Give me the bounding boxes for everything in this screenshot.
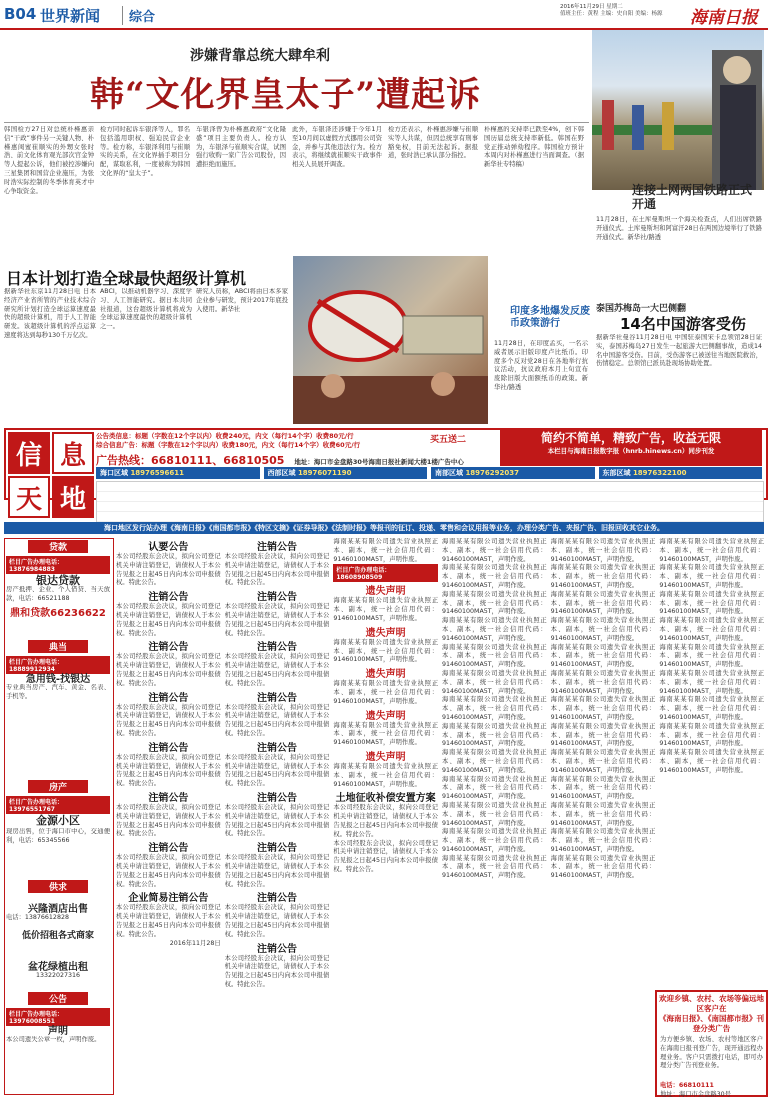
notice-yishi-title: 遗失声明 — [365, 710, 406, 722]
notice-text: 海南某某有限公司遗失营业执照正本、副本，统一社会信用代码：91460100MA5T，声明作废。 — [550, 775, 656, 801]
ad-jiyong-title: 急用钱-找银达 — [25, 674, 91, 685]
newspaper-logo: 海南日报 — [690, 8, 758, 28]
area-haikou: 海口区域 18976596611 — [96, 467, 260, 479]
notice-text: 海南某某有限公司遗失营业执照正本、副本，统一社会信用代码：91460100MA5T，声明作废。 — [333, 638, 438, 664]
notice-text: 本公司经股东会决议，拟向公司登记机关申请注销登记，请债权人于本公告见报之日起45日内向本公司申报债权。特此公告。 — [224, 653, 330, 687]
lead-col-6: 朴槿惠的支持率已跌至4%，创下韩国历届总统支持率新低。韩国在野党正推动弹劾程序。韩国检方预计本周内对朴槿惠进行当面调查。（据新华社专特稿） — [484, 126, 584, 169]
lead-col-2: 检方同时起诉车银泽等人，罪名包括滥用职权、强迫民营企业等。检方称，车银泽利用与崔顺实的关系，在文化界插手项目分配，谋取私利，一度被称为韩国文化界的“皇太子”。 — [100, 126, 190, 177]
notice-text: 本公司经股东会决议，拟向公司登记机关申请注销登记，请债权人于本公告见报之日起45日内向本公司申报债权。特此公告。 — [116, 703, 221, 737]
notice-text: 海南某某有限公司遗失营业执照正本、副本，统一社会信用代码：91460100MA5T，声明作废。 — [441, 538, 547, 563]
logo-char-4: 地 — [52, 476, 94, 518]
notice-text: 本公司经股东会决议，拟向公司登记机关申请注销登记，请债权人于本公告见报之日起45日内向本公司申报债权。特此公告。 — [224, 954, 330, 988]
bottom-promo-body: 为方便乡镇、农场、农村等地区客户在海南日报刊登广告，现开通远程办理业务。客户只需拨打电话，即可办理分类广告刊登业务。 — [660, 1036, 763, 1070]
notice-text: 本公司经股东会决议，拟向公司登记机关申请注销登记，请债权人于本公告见报之日起45日内向本公司申报债权。特此公告。 — [116, 653, 221, 687]
india-protest-art — [293, 256, 488, 424]
notice-text: 海南某某有限公司遗失营业执照正本、副本，统一社会信用代码：91460100MA5T，声明作废。 — [659, 749, 764, 774]
station-list — [96, 481, 764, 523]
ad-jinyuan-text: 现房出售，位于海口市中心，交通便利，电话：65345566 — [6, 828, 110, 844]
notice-text: 海南某某有限公司遗失营业执照正本、副本，统一社会信用代码：91460100MA5T，声明作废。 — [333, 680, 438, 705]
ad-zhaozu-title: 低价招租各式商家 — [21, 931, 94, 941]
classified-logo — [8, 432, 94, 518]
ad-address: 地址：海口市金盘路30号海南日报社新闻大楼1楼广告中心 — [294, 458, 464, 466]
notice-text: 海南某某有限公司遗失营业执照正本、副本，统一社会信用代码：91460100MA5T，声明作废。 — [550, 828, 656, 853]
notice-text: 本公司经股东会决议，拟向公司登记机关申请注销登记，请债权人于本公告见报之日起45日内向本公司申报债权。特此公告。 — [224, 854, 330, 888]
notice-title: 企业简易注销公告 — [128, 893, 209, 905]
notice-title: 注销公告 — [148, 592, 189, 604]
lead-headline: 韩“文化界皇太子”遭起诉 — [90, 75, 482, 115]
notice-title: 注销公告 — [148, 742, 189, 754]
notice-text: 海南某某有限公司遗失营业执照正本、副本，统一社会信用代码：91460100MA5T，声明作废。 — [333, 538, 438, 563]
notice-text: 本公司经股东会决议，拟向公司登记机关申请注销登记，请债权人于本公告见报之日起45日内向本公司申报债权。特此公告。 — [116, 753, 221, 788]
notice-title: 注销公告 — [256, 792, 297, 804]
notice-title: 注销公告 — [148, 843, 189, 855]
notice-text: 海南某某有限公司遗失营业执照正本、副本，统一社会信用代码：91460100MA5T，声明作废。 — [659, 643, 764, 669]
bottom-promo-title2: 《海南日报》、《南国都市报》刊登分类广告 — [659, 1014, 764, 1033]
notice-text: 海南某某有限公司遗失营业执照正本、副本，统一社会信用代码：91460100MA5T，声明作废。 — [441, 669, 547, 695]
section-title: 世界新闻 — [40, 7, 101, 25]
notice-text: 海南某某有限公司遗失营业执照正本、副本，统一社会信用代码：91460100MA5T，声明作废。 — [659, 669, 764, 695]
ad-yinda-text: 房产抵押、企业、个人借贷、当天放款，电话：66521188 — [6, 586, 110, 602]
promo-banner — [500, 430, 762, 466]
notice-column-3 — [333, 538, 438, 1093]
notice-text: 本公司经股东会决议，拟向公司登记机关申请注销登记，请债权人于本公告见报之日起45日内向本公司申报债权。特此公告。 — [224, 904, 330, 938]
notice-text: 海南某某有限公司遗失营业执照正本、副本，统一社会信用代码：91460100MA5T，声明作废。 — [659, 590, 764, 616]
ad-hotel-tel: 电话：13876612828 — [6, 914, 69, 921]
hotline-label: 广告热线： — [96, 454, 151, 467]
notice-text: 海南某某有限公司遗失营业执照正本、副本，统一社会信用代码：91460100MA5T，声明作废。 — [441, 643, 547, 669]
notice-title: 注销公告 — [256, 943, 297, 955]
notice-text: 海南某某有限公司遗失营业执照正本、副本，统一社会信用代码：91460100MA5T，声明作废。 — [333, 762, 438, 788]
notice-text: 本公司经股东会决议，拟向公司登记机关申请注销登记，请债权人于本公告见报之日起45日内向本公司申报债权。特此公告。 — [333, 804, 438, 838]
notice-text: 海南某某有限公司遗失营业执照正本、副本，统一社会信用代码：91460100MA5T，声明作废。 — [550, 854, 656, 880]
bottom-promo-box — [655, 990, 768, 1097]
notice-yishi-title: 遗失声明 — [365, 586, 406, 598]
area-west: 西部区域 18976071190 — [264, 467, 428, 479]
ad-dinghe: 鼎和贷款66236622 — [10, 608, 106, 619]
bottom-promo-addr: 地址：海口市金盘路30号 — [660, 1090, 731, 1098]
notice-title: 注销公告 — [256, 893, 297, 905]
distribution-bar: 海口地区发行站办理《海南日报》《南国都市报》《特区文摘》《证券导报》《法制时报》等报刊的征订、投递、零售和会议用报等业务，办理分类广告、夹报广告、旧报回收其它业务。 — [4, 522, 764, 534]
notice-date: 2016年11月28日 — [169, 939, 221, 947]
notice-text: 海南某某有限公司遗失营业执照正本、副本，统一社会信用代码：91460100MA5T，声明作废。 — [441, 828, 547, 853]
notice-text: 海南某某有限公司遗失营业执照正本、副本，统一社会信用代码：91460100MA5T，声明作废。 — [441, 854, 547, 880]
notice-column-4 — [442, 538, 547, 1093]
lead-col-5: 检方还表示，朴槿惠涉嫌与崔顺实等人共谋，但因总统享有刑事豁免权，目前无法起诉。据报道，张时浩已承认部分指控。 — [388, 126, 478, 160]
notice-renqi-title: 认要公告 — [148, 542, 189, 553]
notice-yishi-title: 遗失声明 — [365, 751, 406, 763]
india-caption-title: 印度多地爆发反废币政策游行 — [510, 306, 590, 329]
notice-text: 本公司经股东会决议，拟向公司登记机关申请注销登记，请债权人于本公告见报之日起45日内向本公司申报债权。特此公告。 — [224, 703, 330, 737]
editors-line: 值班主任：黄程 主编：史自阳 美编：杨源 — [560, 11, 663, 17]
notice-title: 注销公告 — [256, 843, 297, 855]
price-line-2: 综合信息广告：标题（字数在12个字以内）收费180元，内文（每行14个字）收费60元/行 — [96, 441, 361, 449]
notice-text: 海南某某有限公司遗失营业执照正本、副本，统一社会信用代码：91460100MA5T，声明作废。 — [550, 669, 656, 695]
notice-text: 本公司经股东会决议，拟向公司登记机关申请注销登记，请债权人于本公告见报之日起45日内向本公司申报债权。特此公告。 — [224, 553, 330, 587]
notice-text: 海南某某有限公司遗失营业执照正本、副本，统一社会信用代码：91460100MA5T，声明作废。 — [659, 538, 764, 563]
promo-site: 本栏目与海南日报数字报（hnrb.hinews.cn）同步刊发 — [547, 447, 715, 455]
notice-text: 海南某某有限公司遗失营业执照正本、副本，统一社会信用代码：91460100MA5T，声明作废。 — [550, 564, 656, 589]
notice-text: 海南某某有限公司遗失营业执照正本、副本，统一社会信用代码：91460100MA5T，声明作废。 — [550, 590, 656, 616]
ad-cat-notice: 公告 — [28, 992, 88, 1005]
logo-char-3: 天 — [8, 476, 50, 518]
notice-text: 海南某某有限公司遗失营业执照正本、副本，统一社会信用代码：91460100MA5T，声明作废。 — [550, 643, 656, 669]
lead-col-3: 车银泽曾为朴槿惠政府“文化隆盛”项目主要负责人。检方认为，车银泽与崔顺实合谋，试图强行收购一家广告公司股份，因遭拒绝而施压。 — [196, 126, 286, 169]
notice-text: 海南某某有限公司遗失营业执照正本、副本，统一社会信用代码：91460100MA5T，声明作废。 — [441, 801, 547, 827]
ad-shengming-text: 本公司遗失公章一枚，声明作废。 — [6, 1036, 101, 1043]
notice-yishi-title: 遗失声明 — [365, 669, 406, 681]
loan-hotline: 栏目广告办理电话：13876984883 — [6, 556, 110, 574]
notice-text: 本公司经股东会决议，拟向公司登记机关申请注销登记，请债权人于本公告见报之日起45日内向本公司申报债权。特此公告。 — [224, 603, 330, 637]
notice-text: 海南某某有限公司遗失营业执照正本、副本，统一社会信用代码：91460100MA5T，声明作废。 — [550, 538, 656, 563]
notice-column-2 — [225, 538, 330, 1093]
notice-title: 注销公告 — [256, 692, 297, 704]
railway-photo-art — [592, 30, 764, 190]
notice-title: 注销公告 — [256, 592, 297, 604]
notice-column-5 — [551, 538, 656, 1093]
notice-text: 海南某某有限公司遗失营业执照正本、副本，统一社会信用代码：91460100MA5T，声明作废。 — [550, 696, 656, 721]
notice-text: 海南某某有限公司遗失营业执照正本、副本，统一社会信用代码：91460100MA5T，声明作废。 — [441, 722, 547, 748]
notice-text: 海南某某有限公司遗失营业执照正本、副本，统一社会信用代码：91460100MA5T，声明作废。 — [659, 696, 764, 721]
india-protest-photo — [293, 256, 488, 424]
logo-char-2: 息 — [52, 432, 94, 474]
notice-column-1 — [116, 538, 221, 1093]
notice-text: 海南某某有限公司遗失营业执照正本、副本，统一社会信用代码：91460100MA5T，声明作废。 — [441, 749, 547, 774]
ad-penhua-title: 盆花绿植出租 — [28, 962, 88, 973]
notice-text: 海南某某有限公司遗失营业执照正本、副本，统一社会信用代码：91460100MA5T，声明作废。 — [441, 775, 547, 801]
notice-text: 海南某某有限公司遗失营业执照正本、副本，统一社会信用代码：91460100MA5T，声明作废。 — [659, 722, 764, 748]
lead-col-1: 韩国检方27日对总统朴槿惠亲信“干政”事件另一关键人物、朴槿惠闺蜜崔顺实的外甥女张时浩、前文化体育观光部次官金钟等人提起公诉，他们被控涉嫌向三星集团和国营企业施压，为张时浩实际控制的冬季体育英才中心争取资金。 — [4, 126, 94, 195]
notice-text: 海南某某有限公司遗失营业执照正本、副本，统一社会信用代码：91460100MA5T，声明作废。 — [441, 564, 547, 589]
notice-title: 注销公告 — [256, 542, 297, 553]
promo-small: 买五送二 — [430, 435, 467, 445]
ad-hotel-title: 兴隆酒店出售 — [28, 904, 88, 915]
notice-text: 海南某某有限公司遗失营业执照正本、副本，统一社会信用代码：91460100MA5T，声明作废。 — [441, 617, 547, 642]
notice-yishi-title: 遗失声明 — [365, 627, 406, 639]
ad-cat-house: 房产 — [28, 780, 88, 793]
notice-hotline: 栏目广告办理电话：13976008551 — [6, 1008, 110, 1026]
notice-text: 本公司经股东会决议，拟向公司登记机关申请注销登记，请债权人于本公告见报之日起45日内向本公司申报债权。特此公告。 — [224, 803, 330, 838]
thai-body: 据新华社曼谷11月28日电 中国驻泰国宋卡总领馆28日证实，泰国苏梅岛27日发生一起旅游大巴侧翻事故，造成14名中国游客受伤。目前，受伤游客已被送往当地医院救治，伤情稳定。总领馆已派员赴现场协助处置。 — [596, 334, 762, 368]
pawn-hotline: 栏目广告办理电话：18889912934 — [6, 656, 110, 674]
ad-jiyong-text: 专业典当房产、汽车、黄金、名表、手机等。 — [6, 684, 110, 700]
price-line-1: 公告类信息：标题（字数在12个字以内）收费240元，内文（每行14个字）收费80元/行 — [96, 432, 354, 440]
yishi-hotline: 栏目广告办理电话：18608908509 — [333, 564, 438, 582]
header-info — [560, 4, 663, 18]
notice-text: 本公司经股东会决议，拟向公司登记机关申请注销登记，请债权人于本公告见报之日起45日内向本公司申报债权。特此公告。 — [116, 854, 221, 888]
bottom-promo-title: 欢迎乡镇、农村、农场等偏远地区客户在 — [659, 994, 764, 1013]
notice-text: 本公司经股东会决议，拟向公司登记机关申请注销登记，请债权人于本公告见报之日起45日内向本公司申报债权。特此公告。 — [116, 603, 221, 637]
notice-text: 海南某某有限公司遗失营业执照正本、副本，统一社会信用代码：91460100MA5T，声明作废。 — [550, 617, 656, 642]
divider — [4, 122, 589, 123]
notice-text: 海南某某有限公司遗失营业执照正本、副本，统一社会信用代码：91460100MA5T，声明作废。 — [441, 696, 547, 721]
date-line: 2016年11月29日 星期二 — [560, 4, 623, 10]
page-number: B04 — [4, 5, 37, 23]
notice-title: 注销公告 — [256, 642, 297, 654]
lead-kicker: 涉嫌背靠总统大肆牟利 — [190, 48, 330, 64]
sub-section-title: 综合 — [122, 6, 155, 25]
japan-col-3: 研究人员称，ABCI将由日本多家企业参与研发，预计2017年底投入使用。新华社 — [196, 288, 288, 313]
railway-photo — [592, 30, 764, 190]
notice-text: 海南某某有限公司遗失营业执照正本、副本，统一社会信用代码：91460100MA5T，声明作废。 — [659, 564, 764, 589]
thai-headline: 14名中国游客受伤 — [620, 315, 746, 333]
notice-text: 海南某某有限公司遗失营业执照正本、副本，统一社会信用代码：91460100MA5T，声明作废。 — [550, 801, 656, 827]
ad-yinda-title: 银达贷款 — [36, 574, 80, 587]
promo-big: 简约不简单，精致广告，收益无限 — [540, 431, 721, 445]
notice-text: 海南某某有限公司遗失营业执照正本、副本，统一社会信用代码：91460100MA5T，声明作废。 — [550, 722, 656, 748]
area-south: 南部区域 18976292037 — [431, 467, 595, 479]
notice-text: 本公司经股东会决议，拟向公司登记机关申请注销登记，请债权人于本公告见报之日起45日内向本公司申报债权。特此公告。 — [116, 904, 221, 938]
bottom-promo-hotline: 电话：66810111 — [660, 1082, 714, 1089]
notice-title: 注销公告 — [256, 742, 297, 754]
lead-col-4: 此外，车银泽还涉嫌于今年1月至10月间以虚假方式挪用公司资金，并参与其他违法行为。检方表示，将继续就崔顺实干政事件相关人员展开调查。 — [292, 126, 382, 169]
thai-kicker: 泰国苏梅岛一大巴侧翻 — [596, 304, 687, 314]
notice-text: 本公司经股东会决议，拟向公司登记机关申请注销登记，请债权人于本公告见报之日起45日内向本公司申报债权。特此公告。 — [224, 753, 330, 788]
area-east: 东部区域 18976322100 — [599, 467, 763, 479]
japan-col-2: ABCI，以推动机器学习、深度学习、人工智能研究。据日本共同社报道，这台超级计算机将成为全球运算速度最快的超级计算机之一。 — [100, 288, 192, 331]
notice-title: 注销公告 — [148, 692, 189, 704]
ad-shengming-title: 声明 — [48, 1026, 68, 1037]
notice-title: 注销公告 — [148, 642, 189, 654]
notice-text: 海南某某有限公司遗失营业执照正本、副本，统一社会信用代码：91460100MA5T，声明作废。 — [659, 617, 764, 642]
area-tels — [96, 467, 762, 479]
notice-text: 海南某某有限公司遗失营业执照正本、副本，统一社会信用代码：91460100MA5T，声明作废。 — [441, 590, 547, 616]
japan-col-1: 据新华社东京11月28日电 日本经济产业省所管的产业技术综合研究所计划打造全球运算速度最快的超级计算机，用于人工智能研发。该超级计算机的浮点运算速度将达到每秒130千万亿次。 — [4, 288, 96, 339]
railway-caption-title: 连接土网两国铁路正式开通 — [632, 183, 753, 211]
price-info — [96, 432, 426, 450]
ad-penhua-tel: 13322027316 — [35, 972, 81, 979]
notice-land-title: 土地征收补偿安置方案 — [335, 793, 436, 805]
notice-text: 海南某某有限公司遗失营业执照正本、副本，统一社会信用代码：91460100MA5T，声明作废。 — [333, 597, 438, 622]
ad-jinyuan-title: 金源小区 — [36, 814, 80, 827]
ad-cat-pawn: 典当 — [28, 640, 88, 653]
ad-cat-supply: 供求 — [28, 880, 88, 893]
notice-text: 海南某某有限公司遗失营业执照正本、副本，统一社会信用代码：91460100MA5T，声明作废。 — [333, 721, 438, 747]
hotline-number: 66810111、66810505 — [151, 454, 285, 467]
logo-char-1: 信 — [8, 432, 50, 474]
notice-title: 注销公告 — [148, 792, 189, 804]
notice-text: 本公司经股东会决议，拟向公司登记机关申请注销登记，请债权人于本公告见报之日起45日内向本公司申报债权。特此公告。 — [333, 839, 438, 873]
japan-headline: 日本计划打造全球最快超级计算机 — [6, 269, 247, 288]
notice-text: 本公司经股东会决议，拟向公司登记机关申请注销登记，请债权人于本公告见报之日起45日内向本公司申报债权。特此公告。 — [116, 553, 221, 587]
notice-text: 本公司经股东会决议，拟向公司登记机关申请注销登记，请债权人于本公告见报之日起45日内向本公司申报债权。特此公告。 — [116, 803, 221, 838]
house-hotline: 栏目广告办理电话：13976551767 — [6, 796, 110, 814]
ad-cat-loan: 贷款 — [28, 540, 88, 553]
railway-caption: 11月28日，在土库曼斯坦一个海关检查点，人们出席铁路开通仪式。土库曼斯坦和阿富汗28日在两国边境举行了铁路开通仪式。新华社/路透 — [596, 216, 762, 241]
notice-text: 海南某某有限公司遗失营业执照正本、副本，统一社会信用代码：91460100MA5T，声明作废。 — [550, 749, 656, 774]
india-caption: 11月28日，在印度孟买，一名示威者展示旧版印度卢比纸币。印度多个反对党28日在各地举行抗议活动，抗议政府本月上旬宣布废除旧版大面额纸币的政策。新华社/路透 — [494, 340, 588, 391]
